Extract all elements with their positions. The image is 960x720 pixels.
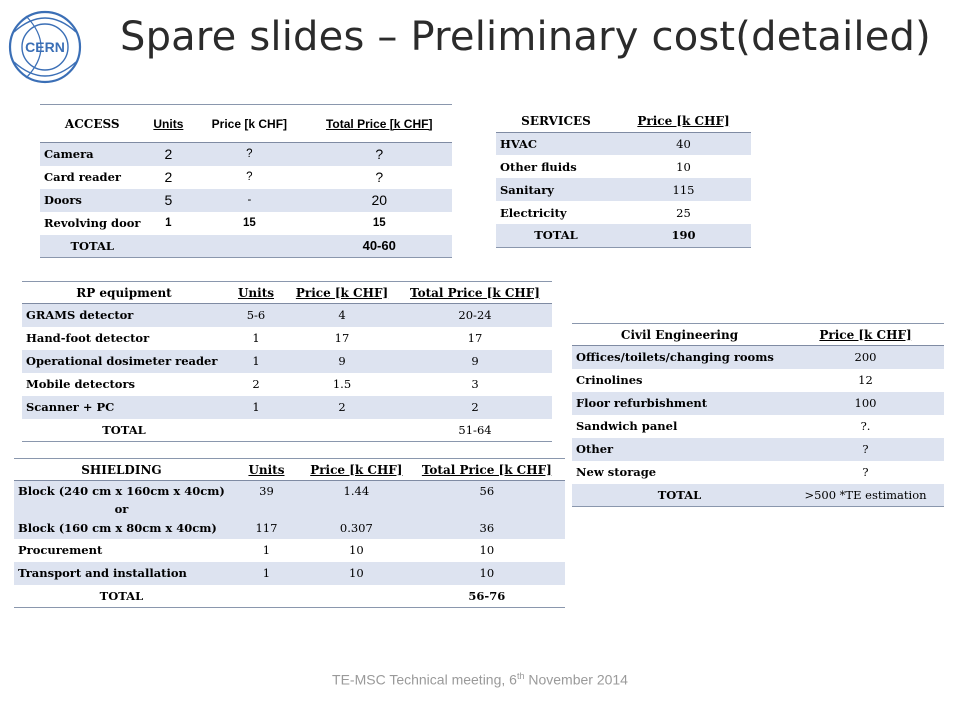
access-header-total: Total Price [k CHF] bbox=[306, 105, 452, 143]
access-row bbox=[40, 189, 452, 212]
services-total-label: TOTAL bbox=[496, 224, 616, 247]
access-cell: Doors bbox=[40, 189, 145, 212]
civil-engineering-table bbox=[572, 323, 944, 507]
rp-total-row bbox=[22, 419, 552, 442]
shielding-cell: 117 bbox=[229, 518, 304, 539]
civil-cell: 12 bbox=[858, 373, 873, 387]
shielding-cell: 10 bbox=[349, 543, 364, 557]
rp-header-price: Price [k CHF] bbox=[286, 282, 398, 304]
rp-cell: 2 bbox=[286, 396, 398, 419]
services-cell: Sanitary bbox=[496, 178, 616, 201]
shielding-cell: Block (240 cm x 160cm x 40cm) bbox=[14, 481, 229, 501]
rp-cell: 17 bbox=[334, 331, 350, 345]
civil-cell: ? bbox=[862, 465, 869, 479]
services-row bbox=[496, 201, 751, 224]
footer-superscript: th bbox=[516, 671, 525, 681]
access-header-item: ACCESS bbox=[40, 105, 145, 143]
shielding-cell: 36 bbox=[409, 518, 565, 539]
shielding-total-value: 56-76 bbox=[468, 588, 506, 603]
shielding-cell: Block (160 cm x 80cm x 40cm) bbox=[14, 518, 229, 539]
services-row bbox=[496, 155, 751, 178]
rp-cell: 3 bbox=[471, 377, 479, 391]
shielding-cell: 10 bbox=[304, 562, 409, 585]
rp-cell: Operational dosimeter reader bbox=[22, 350, 226, 373]
civil-total-value: >500 *TE estimation bbox=[787, 484, 944, 507]
civil-cell: Other bbox=[572, 438, 787, 461]
rp-header-total: Total Price [k CHF] bbox=[398, 282, 552, 304]
civil-cell: Sandwich panel bbox=[576, 419, 678, 433]
rp-cell: Scanner + PC bbox=[22, 396, 226, 419]
civil-cell: 200 bbox=[787, 346, 944, 369]
services-header-item: SERVICES bbox=[496, 110, 616, 132]
access-cell: Card reader bbox=[44, 170, 121, 184]
shielding-row bbox=[14, 501, 565, 518]
cern-logo bbox=[6, 8, 84, 86]
services-total-value: 190 bbox=[616, 224, 751, 247]
civil-row bbox=[572, 369, 944, 392]
rp-row bbox=[22, 350, 552, 373]
shielding-cell: 1.44 bbox=[304, 481, 409, 501]
civil-total-row bbox=[572, 484, 944, 507]
rp-header-item: RP equipment bbox=[22, 282, 226, 304]
rp-row bbox=[22, 373, 552, 396]
civil-row bbox=[572, 415, 944, 438]
rp-cell: 9 bbox=[398, 350, 552, 373]
civil-cell: ? bbox=[787, 438, 944, 461]
access-row bbox=[40, 143, 452, 166]
services-cell: Electricity bbox=[500, 205, 567, 220]
access-cell: 1 bbox=[165, 217, 172, 229]
access-cell: ? bbox=[306, 143, 452, 166]
services-cell: 115 bbox=[616, 178, 751, 201]
shielding-row bbox=[14, 539, 565, 562]
shielding-row bbox=[14, 562, 565, 585]
civil-cell: New storage bbox=[576, 465, 657, 479]
access-header-units: Units bbox=[145, 105, 193, 143]
rp-cell: 1 bbox=[226, 350, 286, 373]
civil-cell: Floor refurbishment bbox=[572, 392, 787, 415]
civil-cell: Crinolines bbox=[576, 373, 643, 387]
shielding-header-item: SHIELDING bbox=[14, 459, 229, 481]
shielding-cell: 1 bbox=[262, 543, 271, 557]
rp-cell: 1 bbox=[252, 331, 260, 345]
rp-cell: 1 bbox=[226, 396, 286, 419]
services-header-price: Price [k CHF] bbox=[616, 110, 751, 132]
access-row bbox=[40, 166, 452, 189]
shielding-row bbox=[14, 518, 565, 539]
rp-cell: GRAMS detector bbox=[22, 304, 226, 327]
rp-cell: 20-24 bbox=[398, 304, 552, 327]
civil-cell: ?. bbox=[860, 419, 871, 433]
shielding-header-units: Units bbox=[229, 459, 304, 481]
rp-cell: Hand-foot detector bbox=[26, 331, 150, 345]
shielding-table bbox=[14, 458, 565, 608]
shielding-cell: 39 bbox=[229, 481, 304, 501]
footer-text-rest: November 2014 bbox=[524, 671, 628, 688]
access-row bbox=[40, 212, 452, 235]
access-total-row bbox=[40, 235, 452, 258]
access-cell: 2 bbox=[164, 169, 173, 185]
access-cell: 20 bbox=[306, 189, 452, 212]
shielding-cell: 0.307 bbox=[304, 518, 409, 539]
services-cell: 10 bbox=[676, 159, 691, 174]
shielding-cell: 1 bbox=[229, 562, 304, 585]
shielding-header-price: Price [k CHF] bbox=[304, 459, 409, 481]
shielding-cell: 10 bbox=[479, 543, 495, 557]
civil-total-label: TOTAL bbox=[572, 484, 787, 507]
civil-header-item: Civil Engineering bbox=[572, 324, 787, 346]
services-cell: 40 bbox=[616, 132, 751, 155]
access-cell: Revolving door bbox=[44, 216, 141, 230]
services-row bbox=[496, 178, 751, 201]
slide-title: Spare slides – Preliminary cost(detailed) bbox=[120, 14, 931, 60]
shielding-cell: 56 bbox=[409, 481, 565, 501]
shielding-header-total: Total Price [k CHF] bbox=[409, 459, 565, 481]
rp-row bbox=[22, 327, 552, 350]
rp-cell: 2 bbox=[398, 396, 552, 419]
access-cell: ? bbox=[375, 169, 384, 185]
services-cell: HVAC bbox=[496, 132, 616, 155]
civil-cell: 100 bbox=[787, 392, 944, 415]
civil-row bbox=[572, 461, 944, 484]
rp-cell: 4 bbox=[286, 304, 398, 327]
access-total-label: TOTAL bbox=[40, 235, 145, 258]
services-cell: Other fluids bbox=[500, 159, 577, 174]
cern-logo-text: CERN bbox=[25, 39, 65, 55]
shielding-cell: or bbox=[14, 501, 229, 518]
rp-row bbox=[22, 396, 552, 419]
shielding-total-label: TOTAL bbox=[99, 588, 144, 603]
rp-cell: 2 bbox=[252, 377, 260, 391]
rp-header-units: Units bbox=[226, 282, 286, 304]
access-cell: Camera bbox=[40, 143, 145, 166]
access-cell: ? bbox=[192, 143, 306, 166]
services-total-row bbox=[496, 224, 751, 247]
access-cell: ? bbox=[246, 171, 253, 183]
footer-text: TE-MSC Technical meeting, 6 bbox=[332, 671, 517, 688]
access-table bbox=[40, 104, 452, 258]
rp-equipment-table bbox=[22, 281, 552, 442]
civil-row bbox=[572, 392, 944, 415]
rp-cell: 17 bbox=[467, 331, 483, 345]
shielding-row bbox=[14, 481, 565, 501]
rp-row bbox=[22, 304, 552, 327]
access-cell: - bbox=[192, 189, 306, 212]
access-cell: 15 bbox=[372, 217, 386, 229]
civil-row bbox=[572, 438, 944, 461]
civil-row bbox=[572, 346, 944, 369]
slide-footer bbox=[320, 667, 640, 689]
access-cell: 5 bbox=[145, 189, 193, 212]
shielding-total-row bbox=[14, 585, 565, 608]
rp-total-label: TOTAL bbox=[102, 422, 146, 437]
rp-cell: 1.5 bbox=[332, 377, 352, 391]
civil-cell: Offices/toilets/changing rooms bbox=[572, 346, 787, 369]
rp-cell: 5-6 bbox=[226, 304, 286, 327]
shielding-cell: Procurement bbox=[18, 543, 103, 557]
access-header-price: Price [k CHF] bbox=[192, 105, 306, 143]
rp-cell: Mobile detectors bbox=[26, 377, 136, 391]
civil-header-price: Price [k CHF] bbox=[787, 324, 944, 346]
rp-total-value: 51-64 bbox=[458, 422, 492, 437]
access-cell: 2 bbox=[145, 143, 193, 166]
services-cell: 25 bbox=[676, 205, 691, 220]
access-total-value: 40-60 bbox=[306, 235, 452, 258]
shielding-cell: 10 bbox=[409, 562, 565, 585]
rp-cell: 9 bbox=[286, 350, 398, 373]
services-table bbox=[496, 110, 751, 248]
shielding-cell: Transport and installation bbox=[14, 562, 229, 585]
access-cell: 15 bbox=[242, 217, 256, 229]
services-row bbox=[496, 132, 751, 155]
